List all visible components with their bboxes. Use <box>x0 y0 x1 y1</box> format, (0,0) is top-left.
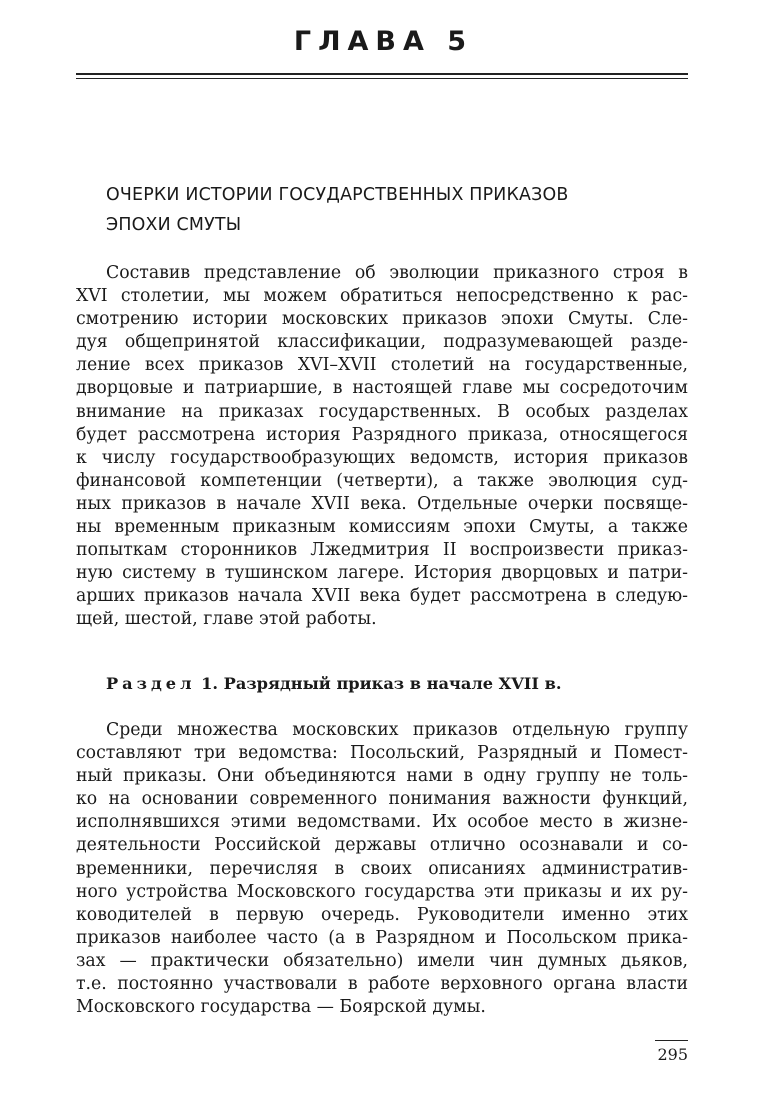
chapter-rule-thick <box>76 73 688 75</box>
text-line: ны временным приказным комиссиям эпохи Смуты, а также <box>76 517 688 538</box>
text-line: исполнявшихся этими ведомствами. Их особое место в жизне- <box>76 812 688 833</box>
text-line: Среди множества московских приказов отдельную группу <box>106 720 688 740</box>
text-line: ко на основании современного понимания важности функций, <box>76 789 688 810</box>
text-line: Московского государства — Боярской думы. <box>76 997 486 1018</box>
page-number-rule <box>655 1040 688 1041</box>
text-line: ководителей в первую очередь. Руководители именно этих <box>76 904 688 925</box>
chapter-title: ГЛАВА 5 <box>293 26 474 57</box>
paragraph-intro <box>76 262 688 632</box>
subsection-heading <box>106 674 561 693</box>
text-line: к числу государствообразующих ведомств, история приказов <box>76 447 688 468</box>
subsection-title: 1. Разрядный приказ в начале XVII в. <box>201 674 562 693</box>
text-line: зах — практически обязательно) имели чин думных дьяков, <box>76 950 688 971</box>
section-heading-line: ЭПОХИ СМУТЫ <box>106 215 242 235</box>
text-line: составляют три ведомства: Посольский, Разрядный и Помест- <box>76 743 688 764</box>
text-line: смотрению истории московских приказов эпохи Смуты. Сле- <box>76 309 688 330</box>
text-line: Составив представление об эволюции приказного строя в <box>106 263 688 283</box>
text-line: ную систему в тушинском лагере. История дворцовых и патри- <box>76 563 688 584</box>
chapter-rule-thin <box>76 78 688 79</box>
text-line: ление всех приказов XVI–XVII столетий на государственные, <box>76 355 688 376</box>
page-number: 295 <box>657 1045 688 1064</box>
text-line: деятельности Российской державы отлично осознавали и со- <box>76 835 688 856</box>
text-line: дворцовые и патриаршие, в настоящей главе мы сосредоточим <box>76 378 688 399</box>
paragraph-razryad <box>76 719 688 1019</box>
text-line: временники, перечисляя в своих описаниях административ- <box>76 858 688 879</box>
text-line: финансовой компетенции (четверти), а также эволюция суд- <box>76 470 688 491</box>
text-line: арших приказов начала XVII века будет рассмотрена в следую- <box>76 586 688 607</box>
text-line: XVI столетии, мы можем обратиться непосредственно к рас- <box>76 286 688 307</box>
text-line: будет рассмотрена история Разрядного приказа, относящегося <box>76 424 688 445</box>
text-line: ный приказы. Они объединяются нами в одну группу не толь- <box>76 766 688 787</box>
text-line: щей, шестой, главе этой работы. <box>76 609 377 630</box>
text-line: внимание на приказах государственных. В особых разделах <box>76 401 688 422</box>
section-heading-line: ОЧЕРКИ ИСТОРИИ ГОСУДАРСТВЕННЫХ ПРИКАЗОВ <box>106 185 569 205</box>
text-line: т.е. постоянно участвовали в работе верховного органа власти <box>76 974 688 995</box>
text-line: попыткам сторонников Лжедмитрия II воспроизвести приказ- <box>76 540 688 561</box>
text-line: ных приказов в начале XVII века. Отдельные очерки посвяще- <box>76 493 688 514</box>
text-line: приказов наиболее часто (а в Разрядном и Посольском прика- <box>76 927 688 948</box>
text-line: дуя общепринятой классификации, подразумевающей разде- <box>76 332 688 353</box>
subsection-label: Раздел <box>106 674 196 693</box>
text-line: ного устройства Московского государства эти приказы и их ру- <box>76 881 688 902</box>
section-heading <box>106 180 666 240</box>
